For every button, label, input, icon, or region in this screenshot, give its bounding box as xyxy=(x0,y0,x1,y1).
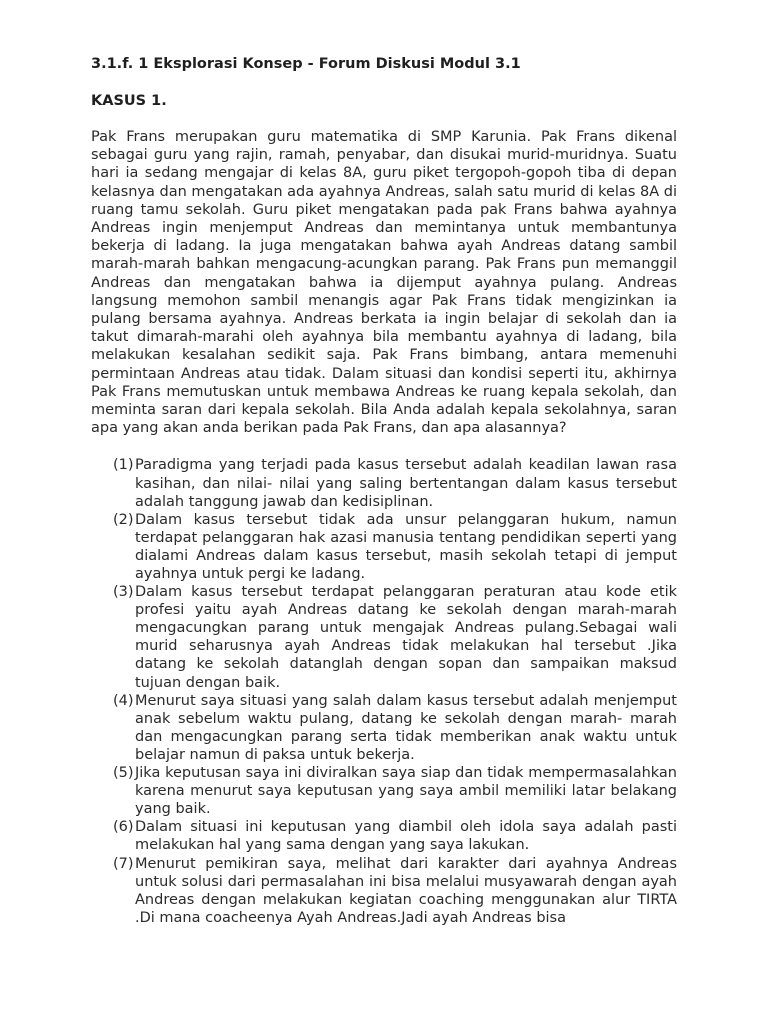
list-text: Jika keputusan saya ini diviralkan saya siap dan tidak mempermasalahkan karena menurut saya keputusan yang saya ambil memiliki latar belakang yang baik. xyxy=(135,765,677,818)
list-text: Dalam kasus tersebut terdapat pelanggaran peraturan atau kode etik profesi yaitu ayah Andreas datang ke sekolah dengan marah-marah mengacungkan parang untuk mengajak Andreas pulang.Sebagai wali murid seharusnya ayah Andreas tidak melakukan hal tersebut .Jika datang ke sekolah datanglah dengan sopan dan sampaikan maksud tujuan dengan baik. xyxy=(135,584,677,691)
case-heading: KASUS 1. xyxy=(91,93,167,109)
list-number: (6) xyxy=(113,819,134,836)
list-item xyxy=(113,456,677,510)
list-number: (7) xyxy=(113,855,134,872)
list-text: Paradigma yang terjadi pada kasus tersebut adalah keadilan lawan rasa kasihan, dan nilai- nilai yang saling bertentangan dalam kasus tersebut adalah tanggung jawab dan kedisiplinan. xyxy=(135,457,677,510)
list-text: Menurut pemikiran saya, melihat dari karakter dari ayahnya Andreas untuk solusi dari permasalahan ini bisa melalui musyawarah dengan ayah Andreas dengan melakukan kegiatan coaching menggunakan alur TIRTA .Di mana coacheenya Ayah Andreas.Jadi ayah Andreas bisa xyxy=(135,855,677,926)
answer-list xyxy=(113,456,677,926)
list-number: (3) xyxy=(113,584,134,601)
list-number: (4) xyxy=(113,692,134,709)
list-item xyxy=(113,511,677,583)
list-item xyxy=(113,764,677,818)
case-description: Pak Frans merupakan guru matematika di SMP Karunia. Pak Frans dikenal sebagai guru yang rajin, ramah, penyabar, dan disukai murid-muridnya. Suatu hari ia sedang mengajar di kelas 8A, guru piket tergopoh-gopoh tiba di depan kelasnya dan mengatakan ada ayahnya Andreas, salah satu murid di kelas 8A di ruang tamu sekolah. Guru piket mengatakan pada pak Frans bahwa ayahnya Andreas ingin menjemput Andreas dan memintanya untuk membantunya bekerja di ladang. Ia juga mengatakan bahwa ayah Andreas datang sambil marah-marah bahkan mengacung-acungkan parang. Pak Frans pun memanggil Andreas dan mengatakan bahwa ia dijemput ayahnya pulang. Andreas langsung memohon sambil menangis agar Pak Frans tidak mengizinkan ia pulang bersama ayahnya. Andreas berkata ia ingin belajar di sekolah dan ia takut dimarah-marahi oleh ayahnya bila membantu ayahnya di ladang, bila melakukan kesalahan sedikit saja. Pak Frans bimbang, antara memenuhi permintaan Andreas atau tidak. Dalam situasi dan kondisi seperti itu, akhirnya Pak Frans memutuskan untuk membawa Andreas ke ruang kepala sekolah, dan meminta saran dari kepala sekolah. Bila Anda adalah kepala sekolahnya, saran apa yang akan anda berikan pada Pak Frans, dan apa alasannya? xyxy=(91,129,677,437)
list-number: (5) xyxy=(113,765,134,782)
list-item xyxy=(113,855,677,927)
list-item xyxy=(113,818,677,854)
document-title: 3.1.f. 1 Eksplorasi Konsep - Forum Diskusi Modul 3.1 xyxy=(91,56,521,72)
list-text: Dalam situasi ini keputusan yang diambil oleh idola saya adalah pasti melakukan hal yang sama dengan yang saya lakukan. xyxy=(135,819,677,854)
list-item xyxy=(113,583,677,692)
list-number: (1) xyxy=(113,457,134,474)
list-text: Dalam kasus tersebut tidak ada unsur pelanggaran hukum, namun terdapat pelanggaran hak azasi manusia tentang pendidikan seperti yang dialami Andreas dalam kasus tersebut, masih sekolah tetapi di jemput ayahnya untuk pergi ke ladang. xyxy=(135,511,677,583)
list-text: Menurut saya situasi yang salah dalam kasus tersebut adalah menjemput anak sebelum waktu pulang, datang ke sekolah dengan marah- marah dan mengacungkan parang serta tidak memberikan anak waktu untuk belajar namun di paksa untuk bekerja. xyxy=(135,692,677,763)
list-number: (2) xyxy=(113,511,134,528)
list-item xyxy=(113,692,677,764)
